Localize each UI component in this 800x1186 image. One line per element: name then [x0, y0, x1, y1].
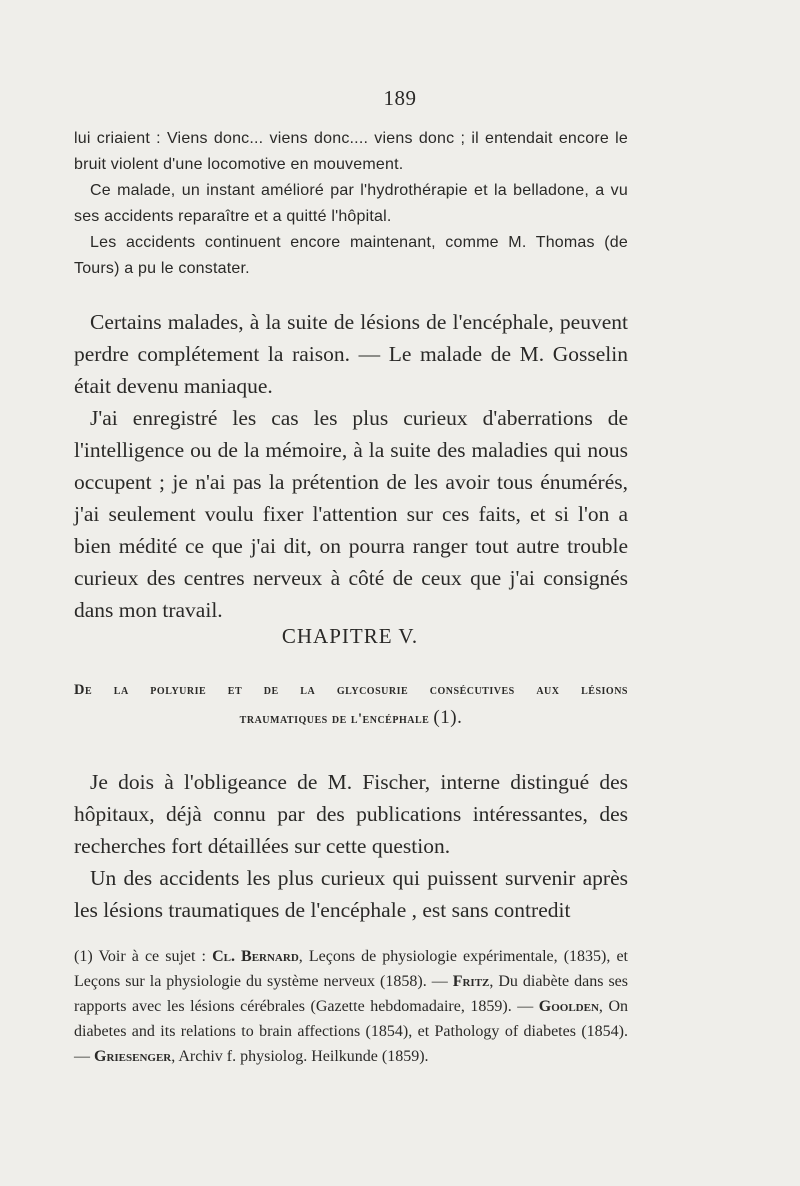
footnote-text: , On diabetes and its relations to brain affections (1854), et Pathology of diabetes (1854). —: [74, 998, 628, 1065]
paragraph: Les accidents continuent encore maintenant, comme M. Thomas (de Tours) a pu le constater.: [74, 234, 628, 277]
middle-text-block: [74, 306, 628, 626]
footnote-text: , Leçons de physiologie expérimentale, (1835), et Leçons sur la physiologie du système nerveux (1858). —: [74, 948, 629, 990]
footnote-intro: (1) Voir à ce sujet :: [74, 948, 213, 965]
footnote-reference: (1).: [433, 707, 463, 728]
footnote: [74, 944, 628, 1069]
paragraph: Ce malade, un instant amélioré par l'hydrothérapie et la belladone, a vu ses accidents reparaître et a quitté l'hôpital.: [74, 182, 628, 225]
top-text-block: [74, 126, 628, 282]
footnote-author: Griesenger: [94, 1048, 172, 1065]
chapter-title: CHAPITRE V.: [281, 624, 419, 648]
footnote-author: Fritz: [452, 973, 490, 990]
footnote-text: , Archiv f. physiolog. Heilkunde (1859).: [171, 1048, 429, 1065]
footnote-author: Goolden: [538, 998, 599, 1015]
chapter-heading-line-2-text: traumatiques de l'encéphale: [239, 711, 430, 727]
chapter-heading-line-2: [74, 704, 628, 733]
paragraph: Un des accidents les plus curieux qui puissent survenir après les lésions traumatiques de l'encéphale , est sans contredit: [74, 866, 628, 922]
chapter-heading: [74, 676, 628, 733]
page-number: 189: [383, 86, 417, 110]
chapter-text-block: [74, 766, 628, 926]
paragraph: Certains malades, à la suite de lésions de l'encéphale, peuvent perdre complétement la raison. — Le malade de M. Gosselin était devenu maniaque.: [74, 310, 628, 398]
footnote-author: Cl. Bernard: [212, 948, 299, 965]
footnote-text: , Du diabète dans ses rapports avec les lésions cérébrales (Gazette hebdomadaire, 1859). —: [74, 973, 629, 1015]
chapter-heading-line-1: De la polyurie et de la glycosurie consécutives aux lésions: [74, 682, 628, 698]
paragraph: Je dois à l'obligeance de M. Fischer, interne distingué des hôpitaux, déjà connu par des publications intéressantes, des recherches fort détaillées sur cette question.: [74, 770, 628, 858]
paragraph: J'ai enregistré les cas les plus curieux d'aberrations de l'intelligence ou de la mémoire, à la suite des maladies qui nous occupent ; je n'ai pas la prétention de les avoir tous énumérés, j'ai seulement voulu fixer l'attention sur ces faits, et si l'on a bien médité ce que j'ai dit, on pourra ranger tout autre trouble curieux des centres nerveux à côté de ceux que j'ai consignés dans mon travail.: [74, 406, 628, 622]
paragraph: lui criaient : Viens donc... viens donc.... viens donc ; il entendait encore le bruit violent d'une locomotive en mouvement.: [74, 130, 628, 173]
